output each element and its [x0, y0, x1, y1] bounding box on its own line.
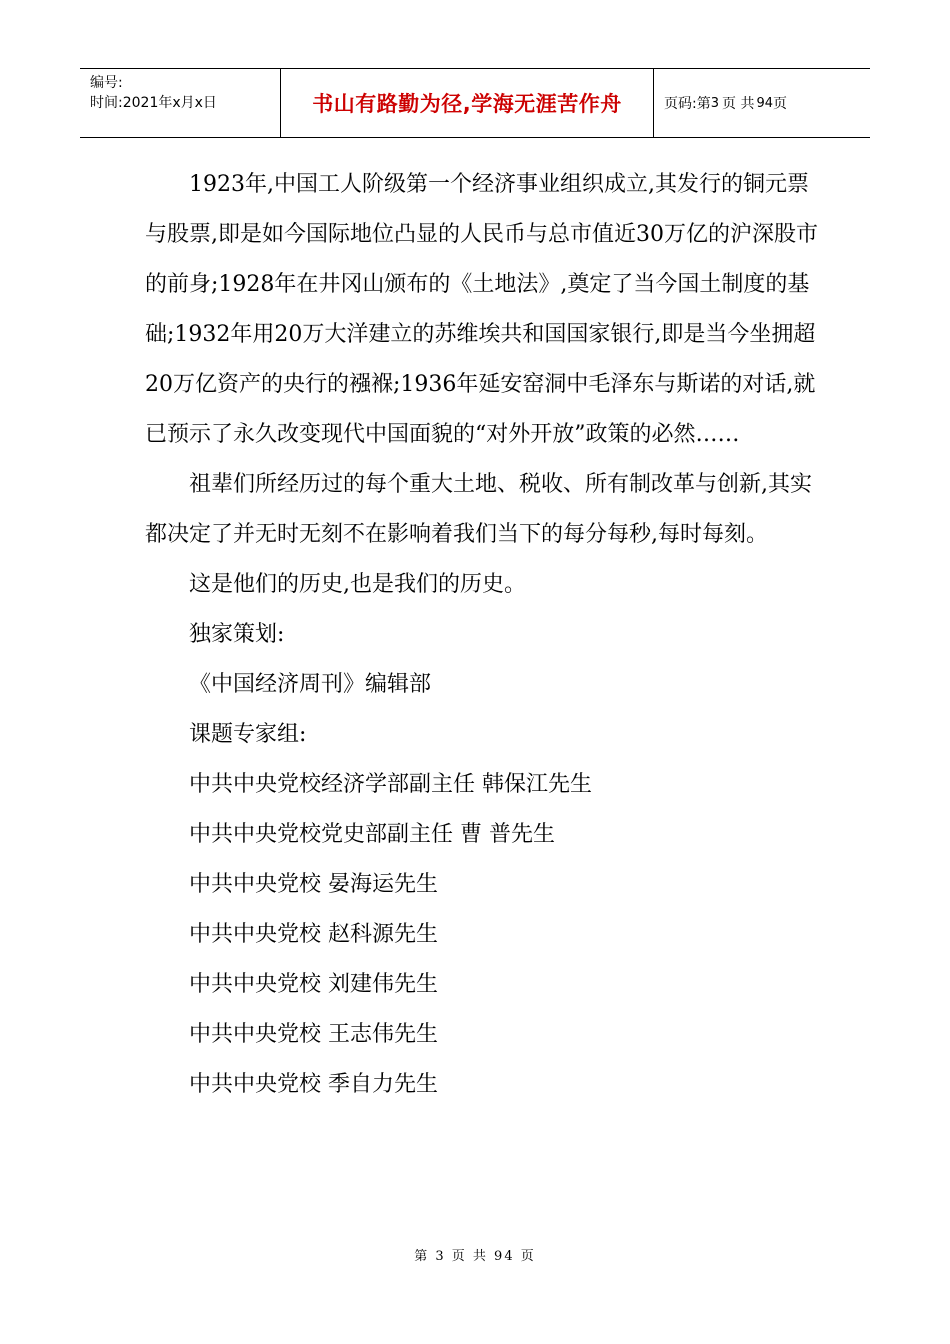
text-line: 中共中央党校 晏海运先生 — [189, 872, 438, 897]
header-meta — [80, 69, 281, 137]
header-motto: 书山有路勤为径,学海无涯苦作舟 — [281, 69, 654, 137]
page-header — [80, 68, 870, 138]
page-total: 94 — [756, 95, 773, 111]
page-footer: 第 3 页 共 94 页 — [414, 1249, 536, 1264]
text-line: 独家策划: — [189, 622, 285, 647]
document-body — [145, 160, 825, 1110]
text-line: 中共中央党校 赵科源先生 — [189, 922, 438, 947]
text-line: 中共中央党校 刘建伟先生 — [189, 972, 438, 997]
paragraph: 1923年,中国工人阶级第一个经济事业组织成立,其发行的铜元票与股票,即是如今国际地位凸显的人民币与总市值近30万亿的沪深股市的前身;1928年在井冈山颁布的《土地法》,奠定了当今国土制度的基础;1932年用20万大洋建立的苏维埃共和国国家银行,即是当今坐拥超20万亿资产的央行的襁褓;1936年延安窑洞中毛泽东与斯诺的对话,就已预示了永久改变现代中国面貌的“对外开放”政策的必然…… — [145, 172, 818, 447]
date-text: 时间:2021年x月x日 — [90, 95, 217, 111]
text-line: 中共中央党校党史部副主任 曹 普先生 — [189, 822, 555, 847]
page-current: 3 — [710, 95, 719, 111]
text-line: 课题专家组: — [189, 722, 307, 747]
serial-label: 编号: — [90, 75, 123, 91]
text-line: 《中国经济周刊》编辑部 — [189, 672, 432, 697]
text-line: 中共中央党校经济学部副主任 韩保江先生 — [189, 772, 592, 797]
text-line: 中共中央党校 王志伟先生 — [189, 1022, 438, 1047]
header-page-number — [654, 69, 870, 137]
page-mid: 页 共 — [722, 96, 755, 112]
text-line: 中共中央党校 季自力先生 — [189, 1072, 438, 1097]
page-prefix: 页码:第 — [664, 96, 711, 112]
page-suffix: 页 — [773, 96, 787, 112]
text-line: 这是他们的历史,也是我们的历史。 — [189, 572, 526, 597]
paragraph: 祖辈们所经历过的每个重大土地、税收、所有制改革与创新,其实都决定了并无时无刻不在影响着我们当下的每分每秒,每时每刻。 — [145, 472, 812, 547]
